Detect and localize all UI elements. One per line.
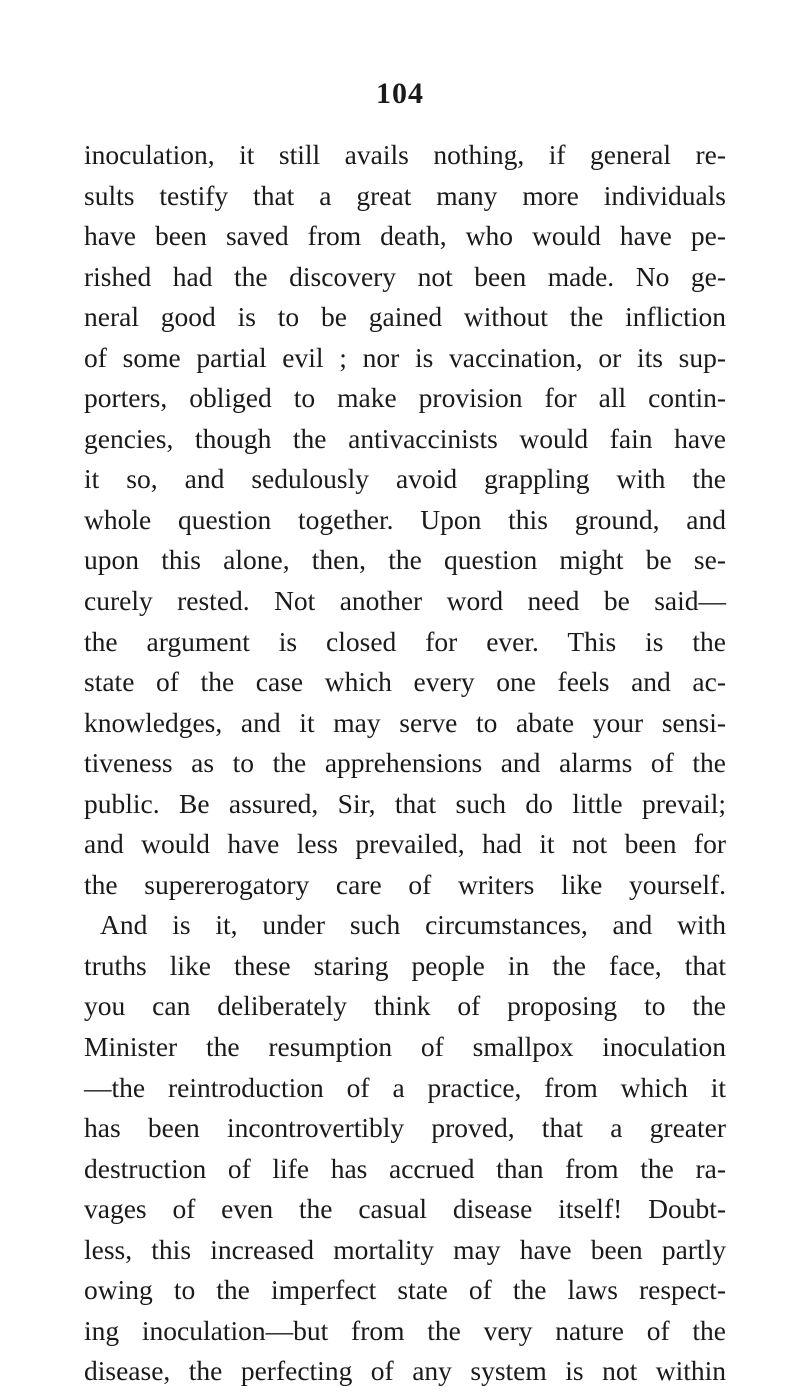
text-line: gencies, though the antivaccinists would fain have: [84, 422, 726, 454]
text-line: the supererogatory care of writers like yourself.: [84, 868, 726, 900]
text-line: ing inoculation—but from the very nature of the: [84, 1314, 726, 1346]
text-line: inoculation, it still avails nothing, if general re-: [84, 139, 726, 170]
text-line: vages of even the casual disease itself! Doubt-: [84, 1193, 726, 1225]
text-line: knowledges, and it may serve to abate your sensi-: [84, 706, 726, 738]
text-line: the argument is closed for ever. This is the: [84, 625, 726, 657]
text-line: has been incontrovertibly proved, that a greater: [84, 1112, 726, 1144]
text-line: and would have less prevailed, had it not been for: [84, 828, 726, 860]
text-line: owing to the imperfect state of the laws respect-: [84, 1274, 726, 1306]
text-line: And is it, under such circumstances, and with: [100, 909, 726, 941]
text-line: less, this increased mortality may have been partly: [84, 1233, 726, 1265]
text-line: upon this alone, then, the question might be se-: [84, 544, 726, 576]
text-line: disease, the perfecting of any system is not within: [84, 1355, 726, 1387]
text-line: you can deliberately think of proposing to the: [84, 990, 726, 1022]
text-line: tiveness as to the apprehensions and alarms of the: [84, 747, 726, 779]
text-line: destruction of life has accrued than from the ra-: [84, 1152, 726, 1184]
text-line: sults testify that a great many more individuals: [84, 179, 726, 211]
text-line: curely rested. Not another word need be said—: [84, 585, 726, 617]
page-number: 104: [376, 77, 424, 110]
body-text: [84, 135, 726, 1392]
text-line: neral good is to be gained without the infliction: [84, 301, 726, 333]
text-line: —the reintroduction of a practice, from which it: [84, 1071, 726, 1103]
text-line: it so, and sedulously avoid grappling with the: [84, 463, 726, 495]
text-line: of some partial evil ; nor is vaccination, or its sup-: [84, 341, 726, 373]
text-line: rished had the discovery not been made. No ge-: [84, 260, 726, 292]
text-line: porters, obliged to make provision for all contin-: [84, 382, 726, 414]
text-line: truths like these staring people in the face, that: [84, 949, 726, 981]
text-line: state of the case which every one feels and ac-: [84, 666, 726, 698]
text-line: whole question together. Upon this ground, and: [84, 503, 726, 535]
text-line: Minister the resumption of smallpox inoculation: [84, 1031, 726, 1063]
text-line: public. Be assured, Sir, that such do little prevail;: [84, 787, 726, 819]
text-line: have been saved from death, who would have pe-: [84, 220, 726, 252]
